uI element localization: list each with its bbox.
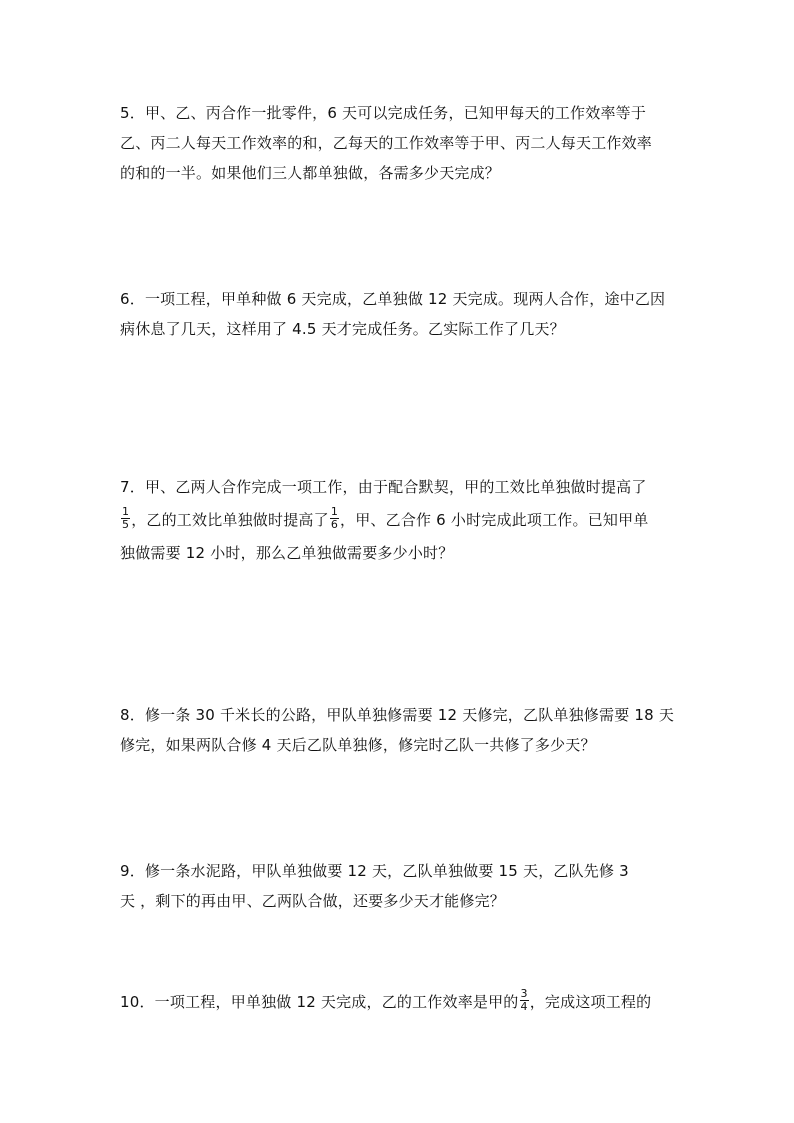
question-9-line-2: 天 ，剩下的再由甲、乙两队合做，还要多少天才能修完？ — [120, 892, 505, 910]
question-10 — [120, 984, 680, 1020]
question-7-line-1: 7．甲、乙两人合作完成一项工作，由于配合默契，甲的工效比单独做时提高了 — [120, 478, 647, 496]
question-5-line-2: 乙、丙二人每天工作效率的和，乙每天的工作效率等于甲、丙二人每天工作效率 — [120, 134, 653, 152]
question-5 — [120, 98, 680, 188]
question-7-line-3: 独做需要 12 小时，那么乙单独做需要多少小时？ — [120, 544, 454, 562]
question-6 — [120, 284, 680, 344]
question-10-line-1: 10．一项工程，甲单独做 12 天完成，乙的工作效率是甲的 $\frac{3}{4}$ ，完成这项工程的 — [120, 987, 652, 1013]
fraction-three-quarters: $\frac{3}{4}$ — [520, 987, 528, 1013]
question-8 — [120, 700, 680, 760]
question-9 — [120, 856, 680, 916]
fraction-one-fifth: $\frac{1}{5}$ — [122, 505, 130, 531]
question-6-line-1: 6．一项工程，甲单种做 6 天完成，乙单独做 12 天完成。现两人合作，途中乙因 — [120, 290, 666, 308]
question-5-line-1: 5．甲、乙、丙合作一批零件，6 天可以完成任务，已知甲每天的工作效率等于 — [120, 104, 647, 122]
question-8-line-1: 8．修一条 30 千米长的公路，甲队单独修需要 12 天修完，乙队单独修需要 18 天 — [120, 706, 675, 724]
fraction-one-sixth: $\frac{1}{6}$ — [330, 505, 339, 531]
question-8-line-2: 修完，如果两队合修 4 天后乙队单独修，修完时乙队一共修了多少天？ — [120, 736, 596, 754]
question-6-line-2: 病休息了几天，这样用了 4.5 天才完成任务。乙实际工作了几天？ — [120, 320, 565, 338]
question-5-line-3: 的和的一半。如果他们三人都单独做，各需多少天完成？ — [120, 164, 501, 182]
question-7 — [120, 472, 680, 568]
question-7-line-2: $\frac{1}{5}$ ，乙的工效比单独做时提高了 $\frac{1}{6}$ ，甲、乙合作 6 小时完成此项工作。已知甲单 — [122, 505, 649, 531]
question-9-line-1: 9．修一条水泥路，甲队单独做要 12 天，乙队单独做要 15 天，乙队先修 3 — [120, 862, 629, 880]
